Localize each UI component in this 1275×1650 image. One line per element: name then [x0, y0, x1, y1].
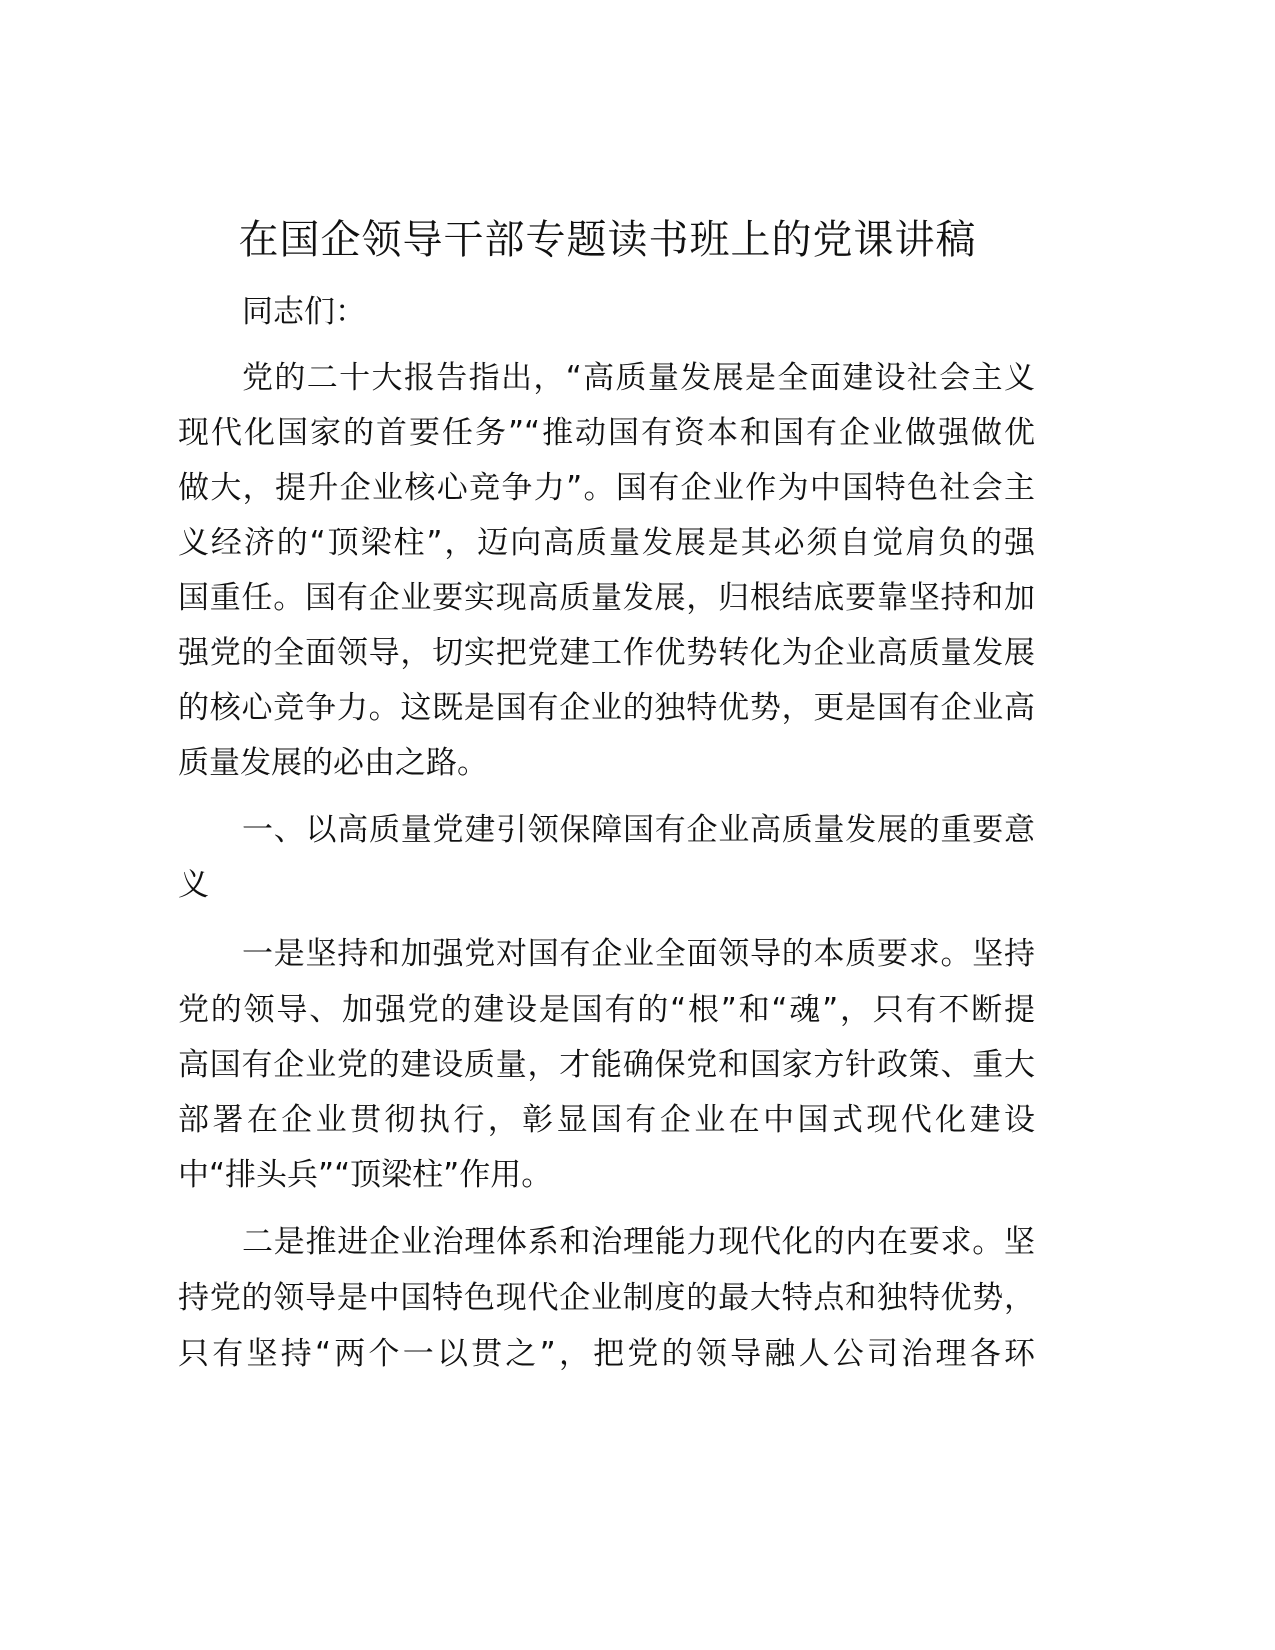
- heading-line: 一、以高质量党建引领保障国有企业高质量发展的重要意: [242, 812, 1035, 848]
- text-line: 做大，提升企业核心竞争力”。国有企业作为中国特色社会主: [178, 470, 1035, 506]
- text-line: 义经济的“顶梁柱”，迈向高质量发展是其必须自觉肩负的强: [178, 525, 1035, 561]
- text-line: 国重任。国有企业要实现高质量发展，归根结底要靠坚持和加: [178, 580, 1035, 616]
- heading-line: 义: [178, 867, 209, 903]
- text-line: 强党的全面领导，切实把党建工作优势转化为企业高质量发展: [178, 635, 1035, 671]
- text-line: 的核心竞争力。这既是国有企业的独特优势，更是国有企业高: [178, 690, 1035, 726]
- text-line: 党的二十大报告指出，“高质量发展是全面建设社会主义: [242, 360, 1035, 396]
- text-line: 中“排头兵”“顶梁柱”作用。: [178, 1157, 553, 1193]
- text-line: 现代化国家的首要任务”“推动国有资本和国有企业做强做优: [178, 415, 1035, 451]
- text-line: 质量发展的必由之路。: [178, 745, 488, 781]
- salutation: 同志们：: [242, 294, 366, 330]
- text-line: 一是坚持和加强党对国有企业全面领导的本质要求。坚持: [242, 936, 1035, 972]
- text-line: 部署在企业贯彻执行，彰显国有企业在中国式现代化建设: [178, 1102, 1035, 1138]
- text-line: 只有坚持“两个一以贯之”，把党的领导融人公司治理各环: [178, 1336, 1035, 1372]
- text-line: 高国有企业党的建设质量，才能确保党和国家方针政策、重大: [178, 1047, 1035, 1083]
- document-title: 在国企领导干部专题读书班上的党课讲稿: [238, 217, 977, 263]
- text-line: 二是推进企业治理体系和治理能力现代化的内在要求。坚: [242, 1224, 1035, 1260]
- text-line: 持党的领导是中国特色现代企业制度的最大特点和独特优势，: [178, 1280, 1035, 1316]
- text-line: 党的领导、加强党的建设是国有的“根”和“魂”，只有不断提: [178, 992, 1035, 1028]
